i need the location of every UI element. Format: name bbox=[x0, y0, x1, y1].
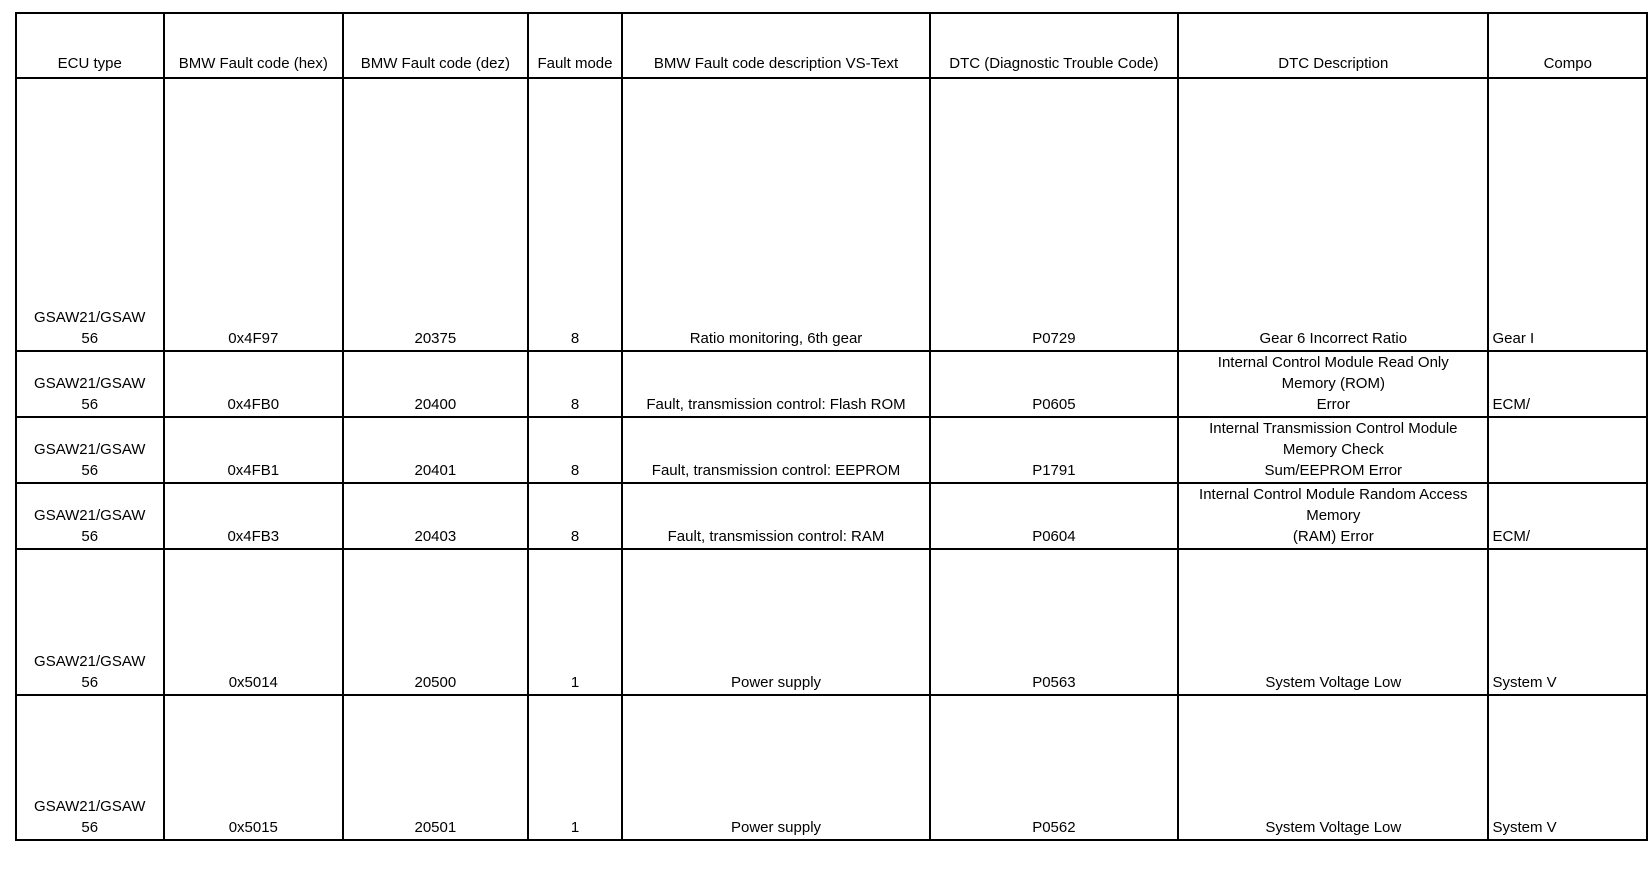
cell-ecu-type bbox=[16, 417, 164, 483]
cell-fault-description: Fault, transmission control: EEPROM bbox=[622, 417, 929, 483]
dtc-description-line: Sum/EEPROM Error bbox=[1264, 462, 1403, 479]
ecu-type-line: 56 bbox=[81, 462, 99, 479]
header-fault-description: BMW Fault code description VS-Text bbox=[622, 13, 929, 78]
cell-fault-code-hex: 0x4FB3 bbox=[164, 483, 344, 549]
cell-component: System V bbox=[1488, 549, 1647, 695]
dtc-description-line: System Voltage Low bbox=[1265, 674, 1402, 691]
cell-component: ECM/ bbox=[1488, 483, 1647, 549]
table-row bbox=[16, 78, 1647, 351]
cell-ecu-type bbox=[16, 351, 164, 417]
header-dtc-description: DTC Description bbox=[1178, 13, 1488, 78]
dtc-description-line: Internal Control Module Read Only bbox=[1217, 354, 1449, 371]
cell-dtc: P0562 bbox=[930, 695, 1178, 840]
cell-fault-code-hex: 0x5015 bbox=[164, 695, 344, 840]
ecu-type-line: 56 bbox=[81, 330, 99, 347]
cell-fault-code-hex: 0x5014 bbox=[164, 549, 344, 695]
ecu-type-line: GSAW21/GSAW bbox=[34, 375, 146, 392]
cell-component bbox=[1488, 417, 1647, 483]
cell-fault-code-dez: 20401 bbox=[343, 417, 528, 483]
ecu-type-line: 56 bbox=[81, 674, 99, 691]
cell-component: ECM/ bbox=[1488, 351, 1647, 417]
ecu-type-line: GSAW21/GSAW bbox=[34, 441, 146, 458]
cell-component: System V bbox=[1488, 695, 1647, 840]
cell-dtc: P0605 bbox=[930, 351, 1178, 417]
fault-code-table bbox=[15, 12, 1648, 841]
ecu-type-line: GSAW21/GSAW bbox=[34, 507, 146, 524]
cell-dtc-description bbox=[1178, 483, 1488, 549]
dtc-description-line: Internal Transmission Control Module bbox=[1209, 420, 1458, 437]
dtc-description-line: (RAM) Error bbox=[1292, 528, 1374, 545]
cell-dtc: P0729 bbox=[930, 78, 1178, 351]
cell-fault-mode: 8 bbox=[528, 417, 623, 483]
cell-fault-code-hex: 0x4FB0 bbox=[164, 351, 344, 417]
dtc-description-line: Internal Control Module Random Access bbox=[1199, 486, 1468, 503]
cell-fault-mode: 8 bbox=[528, 351, 623, 417]
header-fault-code-hex: BMW Fault code (hex) bbox=[164, 13, 344, 78]
header-fault-code-dez: BMW Fault code (dez) bbox=[343, 13, 528, 78]
dtc-description-line: Memory Check bbox=[1282, 441, 1384, 458]
dtc-description-line: System Voltage Low bbox=[1265, 819, 1402, 836]
cell-dtc: P1791 bbox=[930, 417, 1178, 483]
cell-ecu-type bbox=[16, 78, 164, 351]
cell-component: Gear I bbox=[1488, 78, 1647, 351]
cell-fault-code-dez: 20375 bbox=[343, 78, 528, 351]
ecu-type-line: GSAW21/GSAW bbox=[34, 653, 146, 670]
cell-fault-code-dez: 20403 bbox=[343, 483, 528, 549]
cell-fault-code-hex: 0x4FB1 bbox=[164, 417, 344, 483]
header-dtc: DTC (Diagnostic Trouble Code) bbox=[930, 13, 1178, 78]
ecu-type-line: GSAW21/GSAW bbox=[34, 798, 146, 815]
cell-fault-code-dez: 20500 bbox=[343, 549, 528, 695]
cell-ecu-type bbox=[16, 549, 164, 695]
cell-dtc-description bbox=[1178, 351, 1488, 417]
cell-dtc-description bbox=[1178, 417, 1488, 483]
cell-dtc-description bbox=[1178, 78, 1488, 351]
cell-fault-description: Fault, transmission control: Flash ROM bbox=[622, 351, 929, 417]
dtc-description-line: Gear 6 Incorrect Ratio bbox=[1259, 330, 1408, 347]
cell-dtc: P0563 bbox=[930, 549, 1178, 695]
ecu-type-line: GSAW21/GSAW bbox=[34, 309, 146, 326]
header-ecu-type: ECU type bbox=[16, 13, 164, 78]
cell-fault-description: Ratio monitoring, 6th gear bbox=[622, 78, 929, 351]
ecu-type-line: 56 bbox=[81, 396, 99, 413]
cell-ecu-type bbox=[16, 483, 164, 549]
cell-fault-description: Power supply bbox=[622, 695, 929, 840]
ecu-type-line: 56 bbox=[81, 528, 99, 545]
cell-fault-mode: 1 bbox=[528, 695, 623, 840]
cell-dtc-description bbox=[1178, 549, 1488, 695]
dtc-description-line: Memory (ROM) bbox=[1281, 375, 1385, 392]
header-row bbox=[16, 13, 1647, 78]
table-row bbox=[16, 417, 1647, 483]
table-row bbox=[16, 351, 1647, 417]
header-component: Compo bbox=[1488, 13, 1647, 78]
cell-ecu-type bbox=[16, 695, 164, 840]
cell-fault-code-dez: 20400 bbox=[343, 351, 528, 417]
cell-fault-code-hex: 0x4F97 bbox=[164, 78, 344, 351]
dtc-description-line: Error bbox=[1316, 396, 1350, 413]
cell-fault-mode: 8 bbox=[528, 78, 623, 351]
cell-fault-description: Fault, transmission control: RAM bbox=[622, 483, 929, 549]
cell-dtc-description bbox=[1178, 695, 1488, 840]
header-fault-mode: Fault mode bbox=[528, 13, 623, 78]
table-row bbox=[16, 549, 1647, 695]
cell-fault-description: Power supply bbox=[622, 549, 929, 695]
table-row bbox=[16, 695, 1647, 840]
dtc-description-line: Memory bbox=[1306, 507, 1361, 524]
cell-dtc: P0604 bbox=[930, 483, 1178, 549]
ecu-type-line: 56 bbox=[81, 819, 99, 836]
cell-fault-mode: 8 bbox=[528, 483, 623, 549]
cell-fault-code-dez: 20501 bbox=[343, 695, 528, 840]
table-row bbox=[16, 483, 1647, 549]
cell-fault-mode: 1 bbox=[528, 549, 623, 695]
